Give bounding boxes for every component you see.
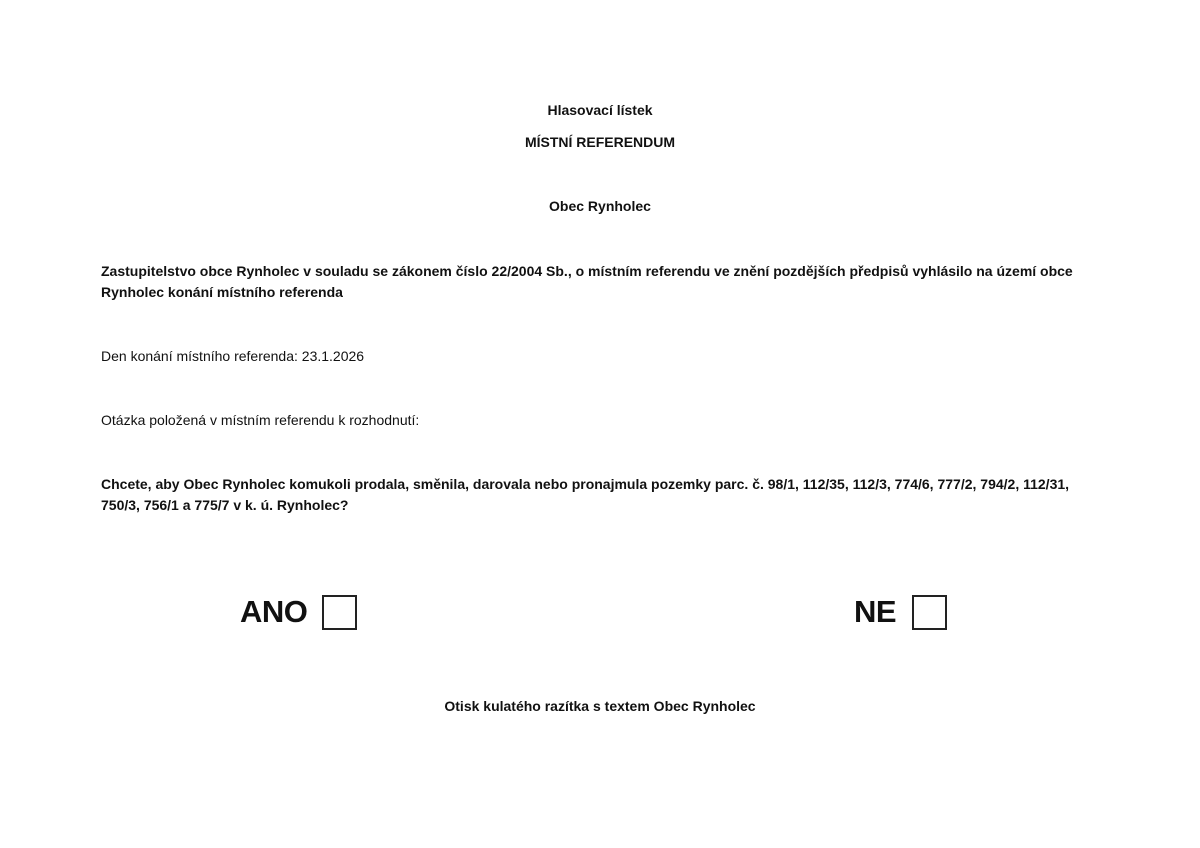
option-ano-checkbox[interactable] bbox=[322, 595, 357, 630]
stamp-note: Otisk kulatého razítka s textem Obec Rynholec bbox=[444, 698, 756, 714]
option-ne[interactable] bbox=[854, 594, 947, 630]
question-intro: Otázka položená v místním referendu k rozhodnutí: bbox=[101, 412, 420, 428]
municipality-name: Obec Rynholec bbox=[549, 198, 651, 214]
ballot-title: Hlasovací lístek bbox=[547, 102, 653, 118]
referendum-question: Chcete, aby Obec Rynholec komukoli prodala, směnila, darovala nebo pronajmula pozemky parc. č. 98/1, 112/35, 112/3, 774/6, 777/2, 794/2, 112/31, 750/3, 756/1 a 775/7 v k. ú. Rynholec? bbox=[101, 476, 1070, 513]
option-ne-checkbox[interactable] bbox=[912, 595, 947, 630]
declaration-text: Zastupitelstvo obce Rynholec v souladu se zákonem číslo 22/2004 Sb., o místním referendu ve znění pozdějších předpisů vyhlásilo na území obce Rynholec konání místního referenda bbox=[101, 263, 1073, 300]
option-ano[interactable] bbox=[240, 594, 357, 630]
option-ne-label: NE bbox=[854, 594, 897, 629]
option-ano-label: ANO bbox=[240, 594, 308, 629]
ballot-subtitle: MÍSTNÍ REFERENDUM bbox=[524, 134, 676, 150]
referendum-date: Den konání místního referenda: 23.1.2026 bbox=[101, 348, 365, 364]
